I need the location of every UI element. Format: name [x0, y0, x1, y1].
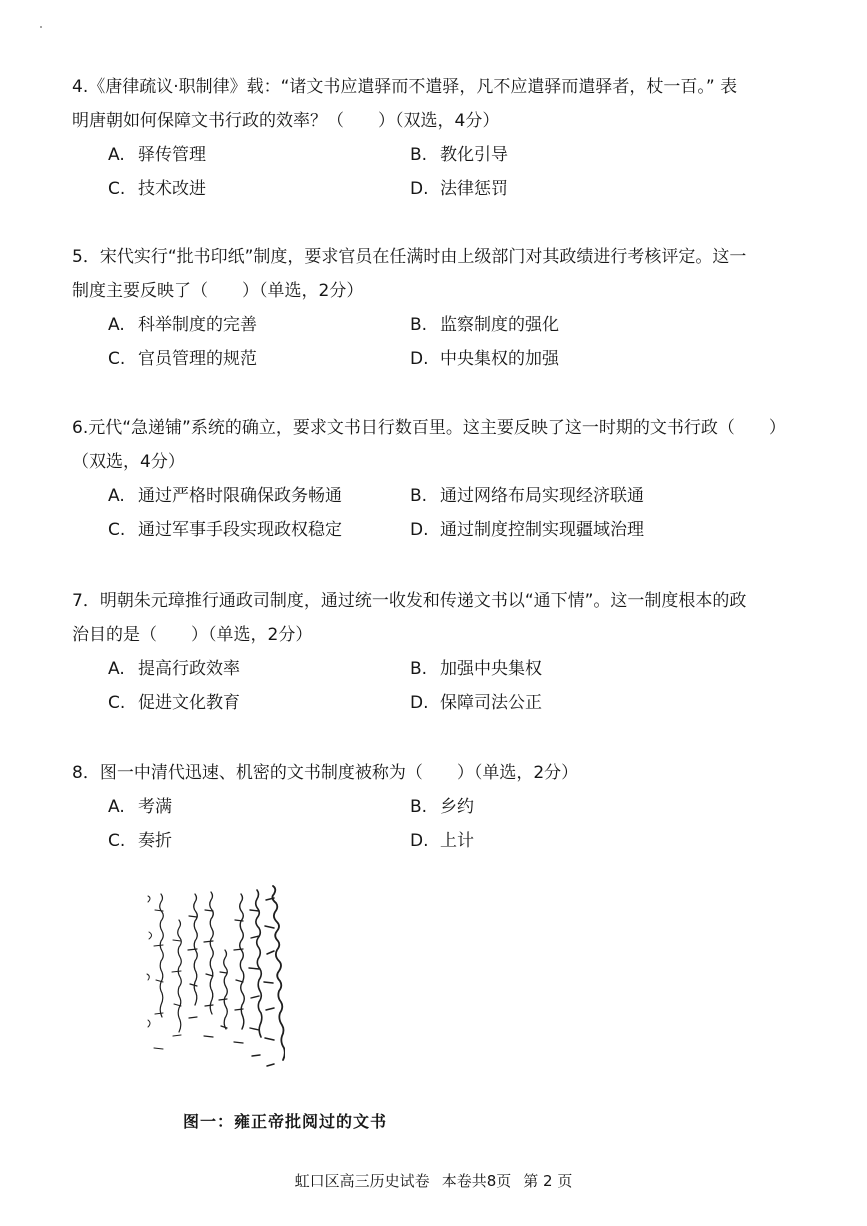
option-b[interactable] [410, 479, 644, 513]
question-4 [72, 70, 802, 206]
option-b[interactable] [410, 790, 474, 824]
option-text: 通过制度控制实现疆域治理 [440, 520, 644, 540]
option-letter: D. [410, 349, 429, 369]
scan-speck [40, 26, 42, 28]
question-8 [72, 756, 802, 858]
option-letter: C. [108, 179, 126, 199]
question-stem-line: 明唐朝如何保障文书行政的效率？（ ）（双选，4分） [72, 111, 500, 131]
option-text: 官员管理的规范 [138, 349, 257, 369]
option-d[interactable] [410, 172, 508, 206]
options [72, 479, 802, 547]
option-text: 通过严格时限确保政务畅通 [138, 486, 342, 506]
options [72, 652, 802, 720]
option-letter: A. [108, 486, 125, 506]
option-d[interactable] [410, 513, 644, 547]
option-letter: A. [108, 659, 125, 679]
option-d[interactable] [410, 342, 559, 376]
option-b[interactable] [410, 652, 542, 686]
question-stem-line: 治目的是（ ）（单选，2分） [72, 625, 313, 645]
options [72, 138, 802, 206]
option-letter: D. [410, 693, 429, 713]
option-c[interactable] [108, 686, 240, 720]
option-letter: C. [108, 831, 126, 851]
handwritten-document-image [140, 880, 285, 1090]
question-stem-line: 5．宋代实行“批书印纸”制度，要求官员在任满时由上级部门对其政绩进行考核评定。这一 [72, 247, 747, 267]
figure-caption: 图一：雍正帝批阅过的文书 [183, 1112, 388, 1131]
option-letter: B. [410, 145, 428, 165]
question-stem-line: 8．图一中清代迅速、机密的文书制度被称为（ ）（单选，2分） [72, 763, 579, 783]
option-text: 中央集权的加强 [440, 349, 559, 369]
options [72, 790, 802, 858]
option-letter: B. [410, 659, 428, 679]
option-text: 加强中央集权 [440, 659, 542, 679]
option-a[interactable] [108, 479, 342, 513]
option-letter: D. [410, 179, 429, 199]
option-text: 奏折 [138, 831, 172, 851]
option-text: 法律惩罚 [440, 179, 508, 199]
option-text: 通过网络布局实现经济联通 [440, 486, 644, 506]
option-a[interactable] [108, 790, 172, 824]
option-text: 保障司法公正 [440, 693, 542, 713]
option-a[interactable] [108, 308, 257, 342]
question-stem-line: （双选，4分） [72, 452, 185, 472]
question-stem-line: 7．明朝朱元璋推行通政司制度，通过统一收发和传递文书以“通下情”。这一制度根本的政 [72, 591, 747, 611]
option-text: 教化引导 [440, 145, 508, 165]
option-text: 促进文化教育 [138, 693, 240, 713]
option-text: 监察制度的强化 [440, 315, 559, 335]
option-c[interactable] [108, 513, 342, 547]
exam-title: 虹口区高三历史试卷 [294, 1172, 430, 1190]
option-letter: D. [410, 831, 429, 851]
total-pages: 本卷共8页 [441, 1172, 512, 1190]
option-text: 通过军事手段实现政权稳定 [138, 520, 342, 540]
option-letter: A. [108, 145, 125, 165]
handwriting-illustration [140, 880, 285, 1090]
question-5 [72, 240, 802, 376]
option-letter: C. [108, 693, 126, 713]
option-letter: A. [108, 315, 125, 335]
option-text: 上计 [440, 831, 474, 851]
option-text: 提高行政效率 [138, 659, 240, 679]
question-stem-line: 制度主要反映了（ ）（单选，2分） [72, 281, 364, 301]
page-number: 第 2 页 [523, 1172, 573, 1190]
option-letter: D. [410, 520, 429, 540]
question-7 [72, 584, 802, 720]
question-6 [72, 411, 802, 547]
option-text: 科举制度的完善 [138, 315, 257, 335]
option-letter: C. [108, 349, 126, 369]
options [72, 308, 802, 376]
question-stem-line: 6.元代“急递铺”系统的确立，要求文书日行数百里。这主要反映了这一时期的文书行政（ ） [72, 418, 786, 438]
option-letter: A. [108, 797, 125, 817]
option-letter: B. [410, 797, 428, 817]
option-letter: C. [108, 520, 126, 540]
option-text: 考满 [138, 797, 172, 817]
option-b[interactable] [410, 138, 508, 172]
option-text: 驿传管理 [138, 145, 206, 165]
option-letter: B. [410, 486, 428, 506]
question-stem-line: 4.《唐律疏议·职制律》载：“诸文书应遣驿而不遣驿，凡不应遣驿而遣驿者，杖一百。” 表 [72, 77, 738, 97]
option-d[interactable] [410, 686, 542, 720]
option-a[interactable] [108, 652, 240, 686]
option-c[interactable] [108, 172, 206, 206]
option-b[interactable] [410, 308, 559, 342]
option-c[interactable] [108, 824, 172, 858]
option-c[interactable] [108, 342, 257, 376]
option-text: 技术改进 [138, 179, 206, 199]
option-text: 乡约 [440, 797, 474, 817]
page-footer [0, 1170, 867, 1191]
option-d[interactable] [410, 824, 474, 858]
option-letter: B. [410, 315, 428, 335]
option-a[interactable] [108, 138, 206, 172]
